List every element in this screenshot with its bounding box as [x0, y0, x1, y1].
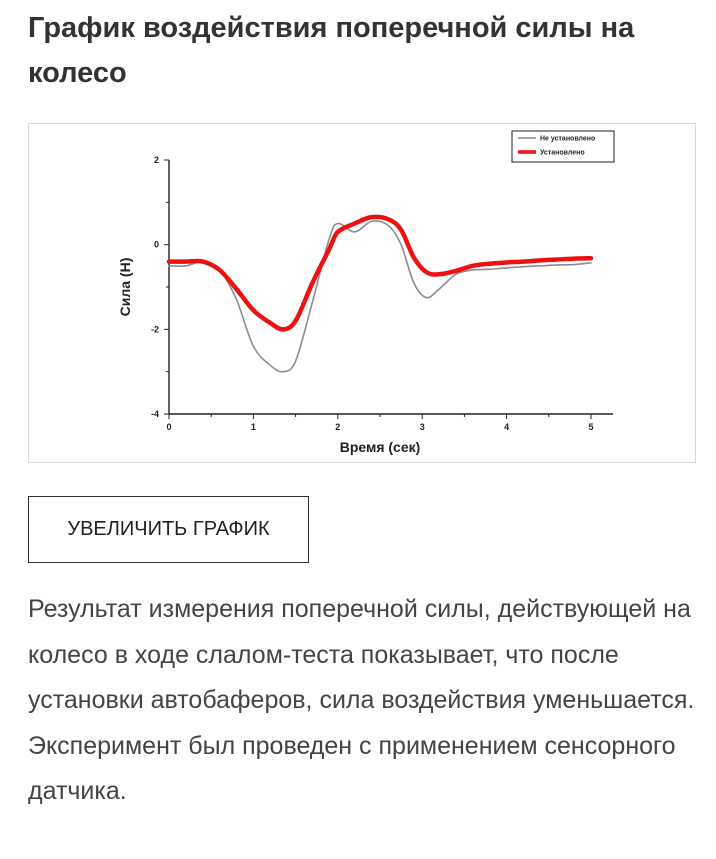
x-tick-label: 3 [419, 422, 425, 432]
lateral-force-chart [29, 124, 696, 463]
y-axis-title: Сила (Н) [117, 257, 133, 317]
chart-container[interactable] [28, 123, 696, 463]
legend-label: Установлено [540, 149, 585, 157]
chart-description: Результат измерения поперечной силы, действующей на колесо в ходе слалом-теста показывает, что после установки автобаферов, сила воздействия уменьшается. Эксперимент был проведен с применением сенсорного датчика. [28, 595, 695, 805]
y-tick-label: -4 [150, 409, 159, 419]
x-tick-label: 0 [166, 422, 172, 432]
zoom-chart-button[interactable]: УВЕЛИЧИТЬ ГРАФИК [28, 496, 309, 563]
x-tick-label: 1 [250, 422, 256, 432]
y-tick-label: 0 [153, 239, 159, 250]
series-line-not-installed [169, 221, 591, 372]
x-tick-label: 2 [335, 422, 341, 432]
y-tick-label: -2 [150, 324, 159, 335]
x-axis-title: Время (сек) [339, 439, 421, 455]
x-tick-label: 5 [588, 422, 594, 432]
x-tick-label: 4 [504, 422, 510, 432]
legend-label: Не установлено [540, 135, 596, 143]
page-heading: График воздействия поперечной силы на колесо [28, 12, 635, 89]
y-tick-label: 2 [153, 155, 159, 165]
series-line-installed [169, 217, 591, 329]
